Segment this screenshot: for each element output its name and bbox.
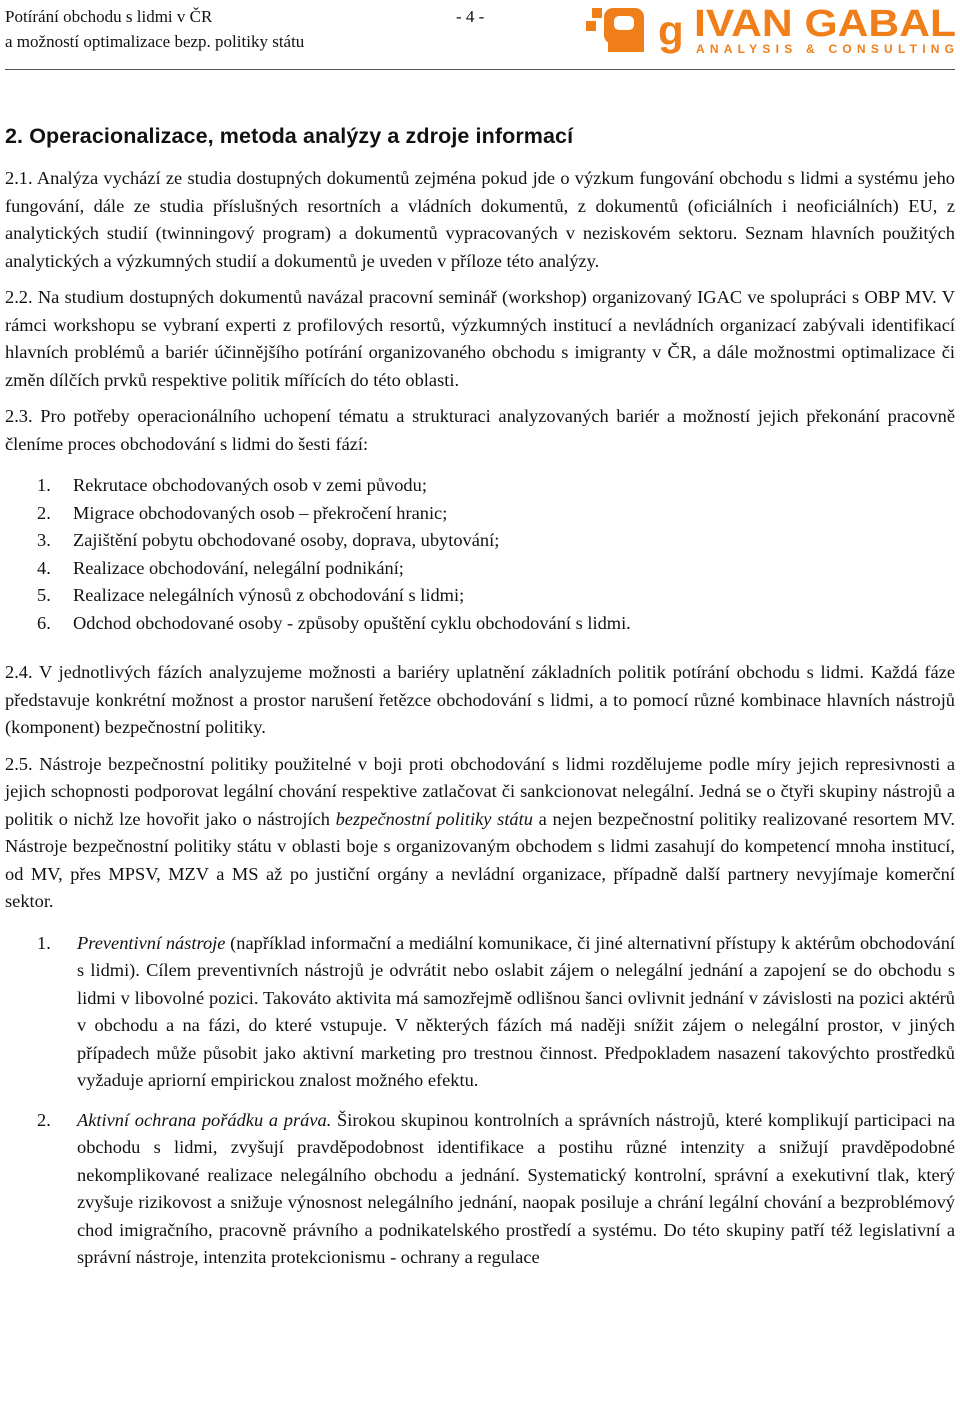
- section-heading: 2. Operacionalizace, metoda analýzy a zdroje informací: [5, 124, 574, 148]
- paragraph-2-4: 2.4. V jednotlivých fázích analyzujeme možnosti a bariéry uplatnění základních politik potírání obchodu s lidmi. Každá fáze představuje konkrétní možnost a prostor narušení řetězce obchodování s lidmi, a to pomocí různé kombinace hlavních nástrojů (komponent) bezpečnostní politiky.: [5, 662, 955, 737]
- list-item: 1. Preventivní nástroje (například informační a mediální komunikace, či jiné alternativní přístupy k aktérům obchodování s lidmi). Cílem preventivních nástrojů je odvrátit nebo oslabit zájem o nelegální jednání a zapojení se do obchodu s lidmi v libovolné pozici. Takováto aktivita má samozřejmě odlišnou šanci ovlivnit jednání v závislosti na pozici aktérů v obchodu a na fázi, do které vstupuje. V některých fázích má naději snížit zájem o nelegální prostor, v jiných případech může působit jako aktivní marketing pro trestnou činnost. Předpokladem nasazení takovýchto prostředků vyžaduje apriorní empirickou znalost možného efektu.: [37, 932, 955, 1090]
- paragraph-2-5: 2.5. Nástroje bezpečnostní politiky použitelné v boji proti obchodování s lidmi rozdělujeme podle míry jejich represivnosti a jejich schopnosti podporovat legální chování respektive zatlačovat či sankcionovat nelegální. Jedná se o čtyři skupiny nástrojů a politik o nichž lze hovořit jako o nástrojích bezpečnostní politiky státu a nejen bezpečnostní politiky realizované resortem MV. Nástroje bezpečnostní politiky státu v oblasti boje s organizovaným obchodem s lidmi zasahují do kompetencí mnoha institucí, od MV, přes MPSV, MZV a MS až po justiční orgány a nevládní organizace, případně další partnery nevyjímaje komerční sektor.: [5, 753, 956, 911]
- tools-list: [5, 930, 955, 1272]
- header-title-line2: a možností optimalizace bezp. politiky státu: [5, 32, 305, 51]
- list-item: 5. Realizace nelegálních výnosů z obchodování s lidmi;: [37, 585, 465, 605]
- paragraph-2-2: 2.2. Na studium dostupných dokumentů navázal pracovní seminář (workshop) organizovaný IGAC ve spolupráci s OBP MV. V rámci workshopu se vybraní experti z profilových resortů, výzkumných institucí a nevládních organizací zabývali identifikací hlavních problémů a bariér účinnějšího potírání organizovaného obchodu s imigranty v ČR, a dále možnostmi optimalizace či změn dílčích prvků respektive politik mířících do této oblasti.: [5, 287, 955, 390]
- tool-title: Preventivní nástroje: [77, 932, 226, 953]
- list-item: 2. Migrace obchodovaných osob – překročení hranic;: [37, 502, 448, 523]
- list-item: 4. Realizace obchodování, nelegální podnikání;: [37, 557, 404, 578]
- logo-tagline: ANALYSIS & CONSULTING: [696, 42, 954, 56]
- list-item: 2. Aktivní ochrana pořádku a práva. Širokou skupinou kontrolních a správních nástrojů, které komplikují participaci na obchodu s lidmi, zvyšují pravděpodobnost identifikace a postihu různé intenzity a snižují pravděpodobné nekomplikované realizace nelegálního obchodu a jednání. Systematický kontrolní, správní a exekutivní tlak, který zvyšuje rizikovost a snižuje výnosnost nelegálního jednání, naopak posiluje a chrání legální chování a bezproblémový chod imigračního, pracovně právního a podnikatelského prostředí a systému. Do této skupiny patří též legislativní a správní nástroje, intenzita protekcionismu - ochrany a regulace: [37, 1109, 956, 1267]
- header-divider: [5, 69, 955, 70]
- logo-mark-icon: [586, 7, 684, 54]
- list-item: 3. Zajištění pobytu obchodované osoby, doprava, ubytování;: [37, 530, 500, 550]
- logo-mark-letter: g: [658, 7, 684, 54]
- list-item: 6. Odchod obchodované osoby - způsoby opuštění cyklu obchodování s lidmi.: [37, 612, 631, 633]
- ivan-gabal-logo: [586, 3, 958, 57]
- header-title-line1: Potírání obchodu s lidmi v ČR: [5, 7, 213, 26]
- running-header-title: [5, 4, 304, 54]
- paragraph-2-1: 2.1. Analýza vychází ze studia dostupných dokumentů zejména pokud jde o výzkum fungování obchodu s lidmi a systému jeho fungování, dále ze studia příslušných resortních a vládních dokumentů, z dokumentů (oficiálních i neoficiálních) EU, z analytických studií (twinningový program) a dokumentů vypracovaných v neziskovém sektoru. Seznam hlavních použitých analytických a výzkumných studií a dokumentů je uveden v příloze této analýzy.: [5, 168, 955, 271]
- phases-list: [5, 472, 955, 637]
- page-number: - 4 -: [456, 7, 485, 26]
- paragraph-2-3: 2.3. Pro potřeby operacionálního uchopení tématu a strukturaci analyzovaných bariér a možností jejich překonání pracovně členíme proces obchodování s lidmi do šesti fází:: [5, 406, 955, 454]
- logo-name: IVAN GABAL: [694, 3, 956, 45]
- list-item: 1. Rekrutace obchodovaných osob v zemi původu;: [37, 475, 427, 495]
- section-body: [5, 165, 955, 1284]
- tool-title: Aktivní ochrana pořádku a práva.: [77, 1109, 332, 1130]
